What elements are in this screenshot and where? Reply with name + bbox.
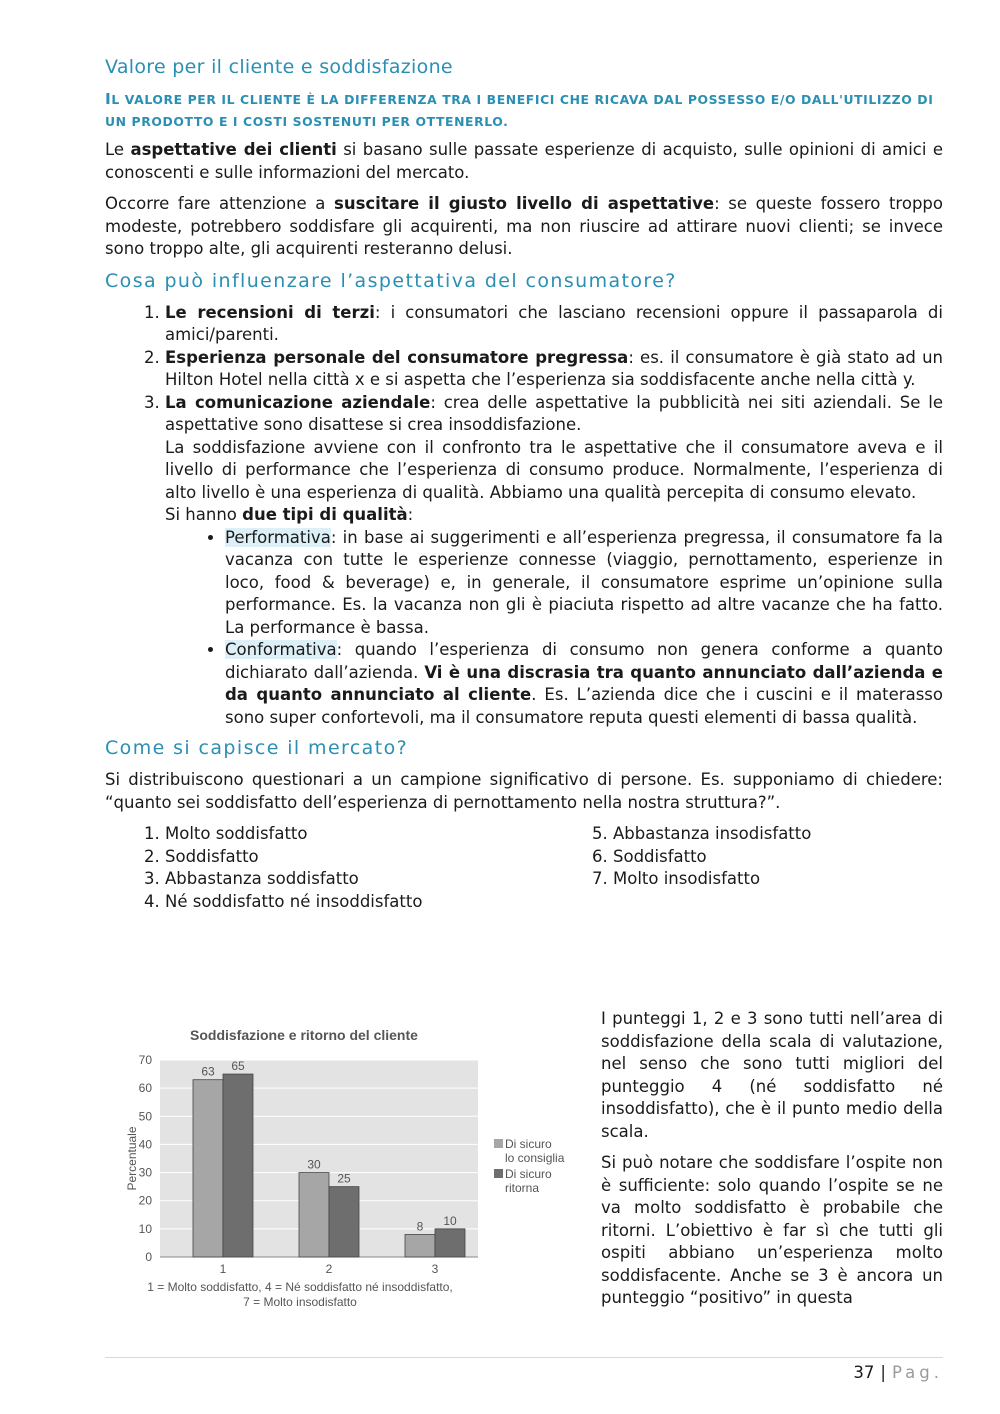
x-tick-label: 2 (325, 1262, 333, 1276)
list-item: 3. La comunicazione aziendale: crea delle aspettative la pubblicità nei siti aziendali. Se le aspettative sono disattese si crea insoddisfazione. La soddisfazione avviene con il confronto tra le aspettative che il consumatore aveva e il livello di performance che l’esperienza di consumo produce. Normalmente, l’esperienza di alto livello è una esperienza di qualità. Abbiamo una qualità percepita di consumo elevato. Si hanno due tipi di qualità: • Performativa: in base ai suggerimenti e all’esperienza pregressa, il consumatore fa la vacanza con tutte le esperienze connesse (viaggio, pernottamento, esperienze in loco, food & beverage) e, in generale, il consumatore esprime un’opinione sulla performance. Es. la vacanza non gli è piaciuta rispetto ad altre vacanze che ha fatto. La performance è bassa. • Conformativa: quando l’esperienza di consumo non genera conforme a quanto dichiarato dall’azienda. Vi è una discrasia tra quanto annunciato dall’azienda e da quanto annunciato al cliente. Es. L’azienda dice che i cuscini e il materasso sono super confortevoli, ma il consumatore reputa questi elementi di bassa qualità. (165, 392, 943, 730)
definition-text: IL VALORE PER IL CLIENTE È LA DIFFERENZA TRA I BENEFICI CHE RICAVA DAL POSSESSO E/O DALL'UTILIZZO DI UN PRODOTTO E I COSTI SOSTENUTI PER OTTENERLO. (105, 90, 934, 129)
section-title-valore: Valore per il cliente e soddisfazione (105, 56, 453, 78)
scale-item: 1. Molto soddisfatto (165, 823, 422, 846)
rating-scale-left (105, 823, 422, 913)
data-label: 25 (337, 1171, 351, 1186)
paragraph-ospite: Si può notare che soddisfare l’ospite non è sufficiente: solo quando l’ospite se ne va molto soddisfatto è probabile che ritorni. L’obiettivo è far sì che tutti gli ospiti abbiano un’esperienza molto soddisfacente. Anche se 3 è ancora un punteggio “positivo” in questa (601, 1153, 943, 1307)
legend-label: lo consiglia (505, 1151, 565, 1165)
scale-item: 6. Soddisfatto (613, 846, 811, 869)
section-title-mercato: Come si capisce il mercato? (105, 737, 409, 759)
y-tick-label: 10 (138, 1221, 152, 1236)
y-tick-label: 60 (138, 1081, 152, 1096)
y-tick-label: 20 (138, 1193, 152, 1208)
rating-scale (105, 823, 943, 913)
quality-types-list (165, 527, 943, 730)
paragraph-questionari: Si distribuiscono questionari a un campione significativo di persone. Es. supponiamo di chiedere: “quanto sei soddisfatto dell’esperienza di pernottamento nella nostra struttura?”. (105, 770, 943, 812)
bar (223, 1074, 253, 1257)
scale-item: 5. Abbastanza insodisfatto (613, 823, 811, 846)
list-item: 1. Le recensioni di terzi: i consumatori che lasciano recensioni oppure il passaparola di amici/parenti. (165, 302, 943, 347)
y-tick-label: 0 (145, 1250, 152, 1264)
list-item: • Performativa: in base ai suggerimenti e all’esperienza pregressa, il consumatore fa la vacanza con tutte le esperienze connesse (viaggio, pernottamento, esperienze in loco, food & beverage) e, in generale, il consumatore esprime un’opinione sulla performance. Es. la vacanza non gli è piaciuta rispetto ad altre vacanze che ha fatto. La performance è bassa. (225, 527, 943, 640)
legend-swatch (494, 1169, 503, 1178)
bar (193, 1080, 223, 1257)
influence-list (105, 302, 943, 730)
footer-separator: | (880, 1363, 886, 1382)
y-tick-label: 30 (138, 1165, 152, 1180)
bar-chart (110, 1020, 580, 1320)
x-axis-label: 7 = Molto insodisfatto (243, 1295, 357, 1309)
data-label: 8 (416, 1219, 424, 1234)
list-item: 2. Esperienza personale del consumatore pregressa: es. il consumatore è già stato ad un Hilton Hotel nella città x e si aspetta che l’esperienza sia soddisfacente anche nella città y. (165, 347, 943, 392)
scale-item: 4. Né soddisfatto né insoddisfatto (165, 891, 422, 914)
quality-types-intro: Si hanno due tipi di qualità: (165, 505, 414, 524)
x-tick-label: 3 (431, 1262, 439, 1276)
bar (405, 1234, 435, 1257)
legend-label: Di sicuro (505, 1137, 552, 1151)
legend-swatch (494, 1139, 503, 1148)
page-number: 37 (853, 1363, 875, 1382)
legend-label: Di sicuro (505, 1167, 552, 1181)
data-label: 30 (307, 1157, 321, 1172)
scale-item: 3. Abbastanza soddisfatto (165, 868, 422, 891)
page-content (105, 56, 943, 913)
satisfaction-chart (110, 1020, 580, 1320)
legend-label: ritorna (505, 1181, 540, 1195)
y-tick-label: 50 (138, 1109, 152, 1124)
page-footer (853, 1363, 943, 1382)
bar (435, 1229, 465, 1257)
paragraph-livello: Occorre fare attenzione a suscitare il giusto livello di aspettative: se queste fossero troppo modeste, potrebbero soddisfare gli acquirenti, ma non riuscire ad attirare nuovi clienti; se invece sono troppo alte, gli acquirenti resteranno delusi. (105, 194, 943, 258)
bar (329, 1187, 359, 1257)
chart-title: Soddisfazione e ritorno del cliente (190, 1027, 418, 1043)
list-item: • Conformativa: quando l’esperienza di consumo non genera conforme a quanto dichiarato dall’azienda. Vi è una discrasia tra quanto annunciato dall’azienda e da quanto annunciato al cliente. Es. L’azienda dice che i cuscini e il materasso sono super confortevoli, ma il consumatore reputa questi elementi di bassa qualità. (225, 639, 943, 729)
x-axis-label: 1 = Molto soddisfatto, 4 = Né soddisfatto né insoddisfatto, (147, 1280, 453, 1294)
paragraph-punteggi: I punteggi 1, 2 e 3 sono tutti nell’area di soddisfazione della scala di valutazione, nel senso che sono tutti migliori del punteggio 4 (né soddisfatto né insoddisfatto), che è il punto medio della scala. (601, 1009, 943, 1141)
footer-divider (105, 1357, 943, 1358)
y-tick-label: 70 (138, 1053, 152, 1067)
x-tick-label: 1 (219, 1262, 227, 1276)
y-tick-label: 40 (138, 1137, 152, 1152)
scale-item: 2. Soddisfatto (165, 846, 422, 869)
paragraph-aspettative: Le aspettative dei clienti si basano sulle passate esperienze di acquisto, sulle opinioni di amici e conoscenti e sulle informazioni del mercato. (105, 140, 943, 182)
bar (299, 1173, 329, 1257)
soddisfazione-text: La soddisfazione avviene con il confronto tra le aspettative che il consumatore aveva e il livello di performance che l’esperienza di consumo produce. Normalmente, l’esperienza di alto livello è una esperienza di qualità. Abbiamo una qualità percepita di consumo elevato. (165, 437, 943, 502)
scale-item: 7. Molto insodisfatto (613, 868, 811, 891)
data-label: 10 (443, 1213, 457, 1228)
footer-label: Pag. (891, 1363, 943, 1382)
y-axis-label: Percentuale (125, 1126, 139, 1191)
data-label: 65 (231, 1059, 245, 1074)
side-text (601, 1008, 943, 1319)
data-label: 63 (201, 1064, 215, 1079)
rating-scale-right (553, 823, 811, 891)
section-title-aspettativa: Cosa può influenzare l’aspettativa del consumatore? (105, 269, 677, 292)
